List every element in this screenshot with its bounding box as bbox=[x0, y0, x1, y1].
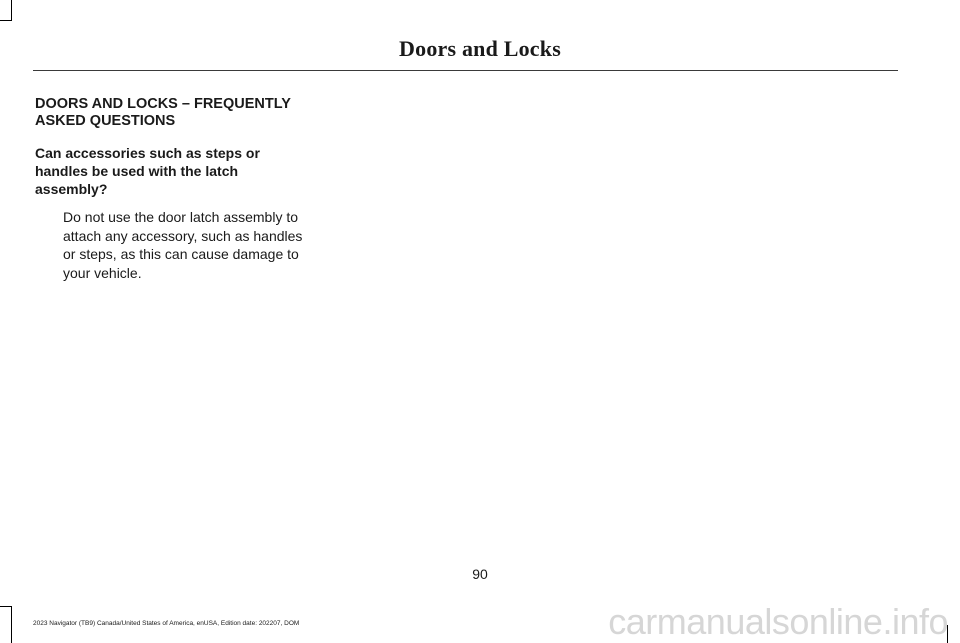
crop-mark-bottom-left-vertical bbox=[11, 606, 12, 643]
crop-mark-top-left-horizontal bbox=[0, 20, 12, 21]
faq-question: Can accessories such as steps or handles be used with the latch assembly? bbox=[35, 145, 260, 197]
content-column bbox=[35, 96, 305, 282]
section-heading-line-2: ASKED QUESTIONS bbox=[35, 113, 176, 129]
faq-answer: Do not use the door latch assembly to attach any accessory, such as handles or steps, as this can cause damage to your vehicle. bbox=[63, 209, 303, 281]
crop-mark-bottom-left-horizontal bbox=[0, 606, 12, 607]
section-heading-line-1: DOORS AND LOCKS – FREQUENTLY bbox=[35, 96, 291, 112]
page-number: 90 bbox=[472, 566, 488, 582]
section-heading bbox=[35, 96, 305, 130]
edition-footer: 2023 Navigator (TB9) Canada/United States of America, enUSA, Edition date: 202207, DOM bbox=[33, 620, 300, 627]
page-title: Doors and Locks bbox=[399, 36, 561, 61]
site-watermark: carmanualsonline.info bbox=[608, 601, 948, 642]
crop-mark-top-left-vertical bbox=[11, 0, 12, 21]
header-divider bbox=[33, 70, 898, 71]
